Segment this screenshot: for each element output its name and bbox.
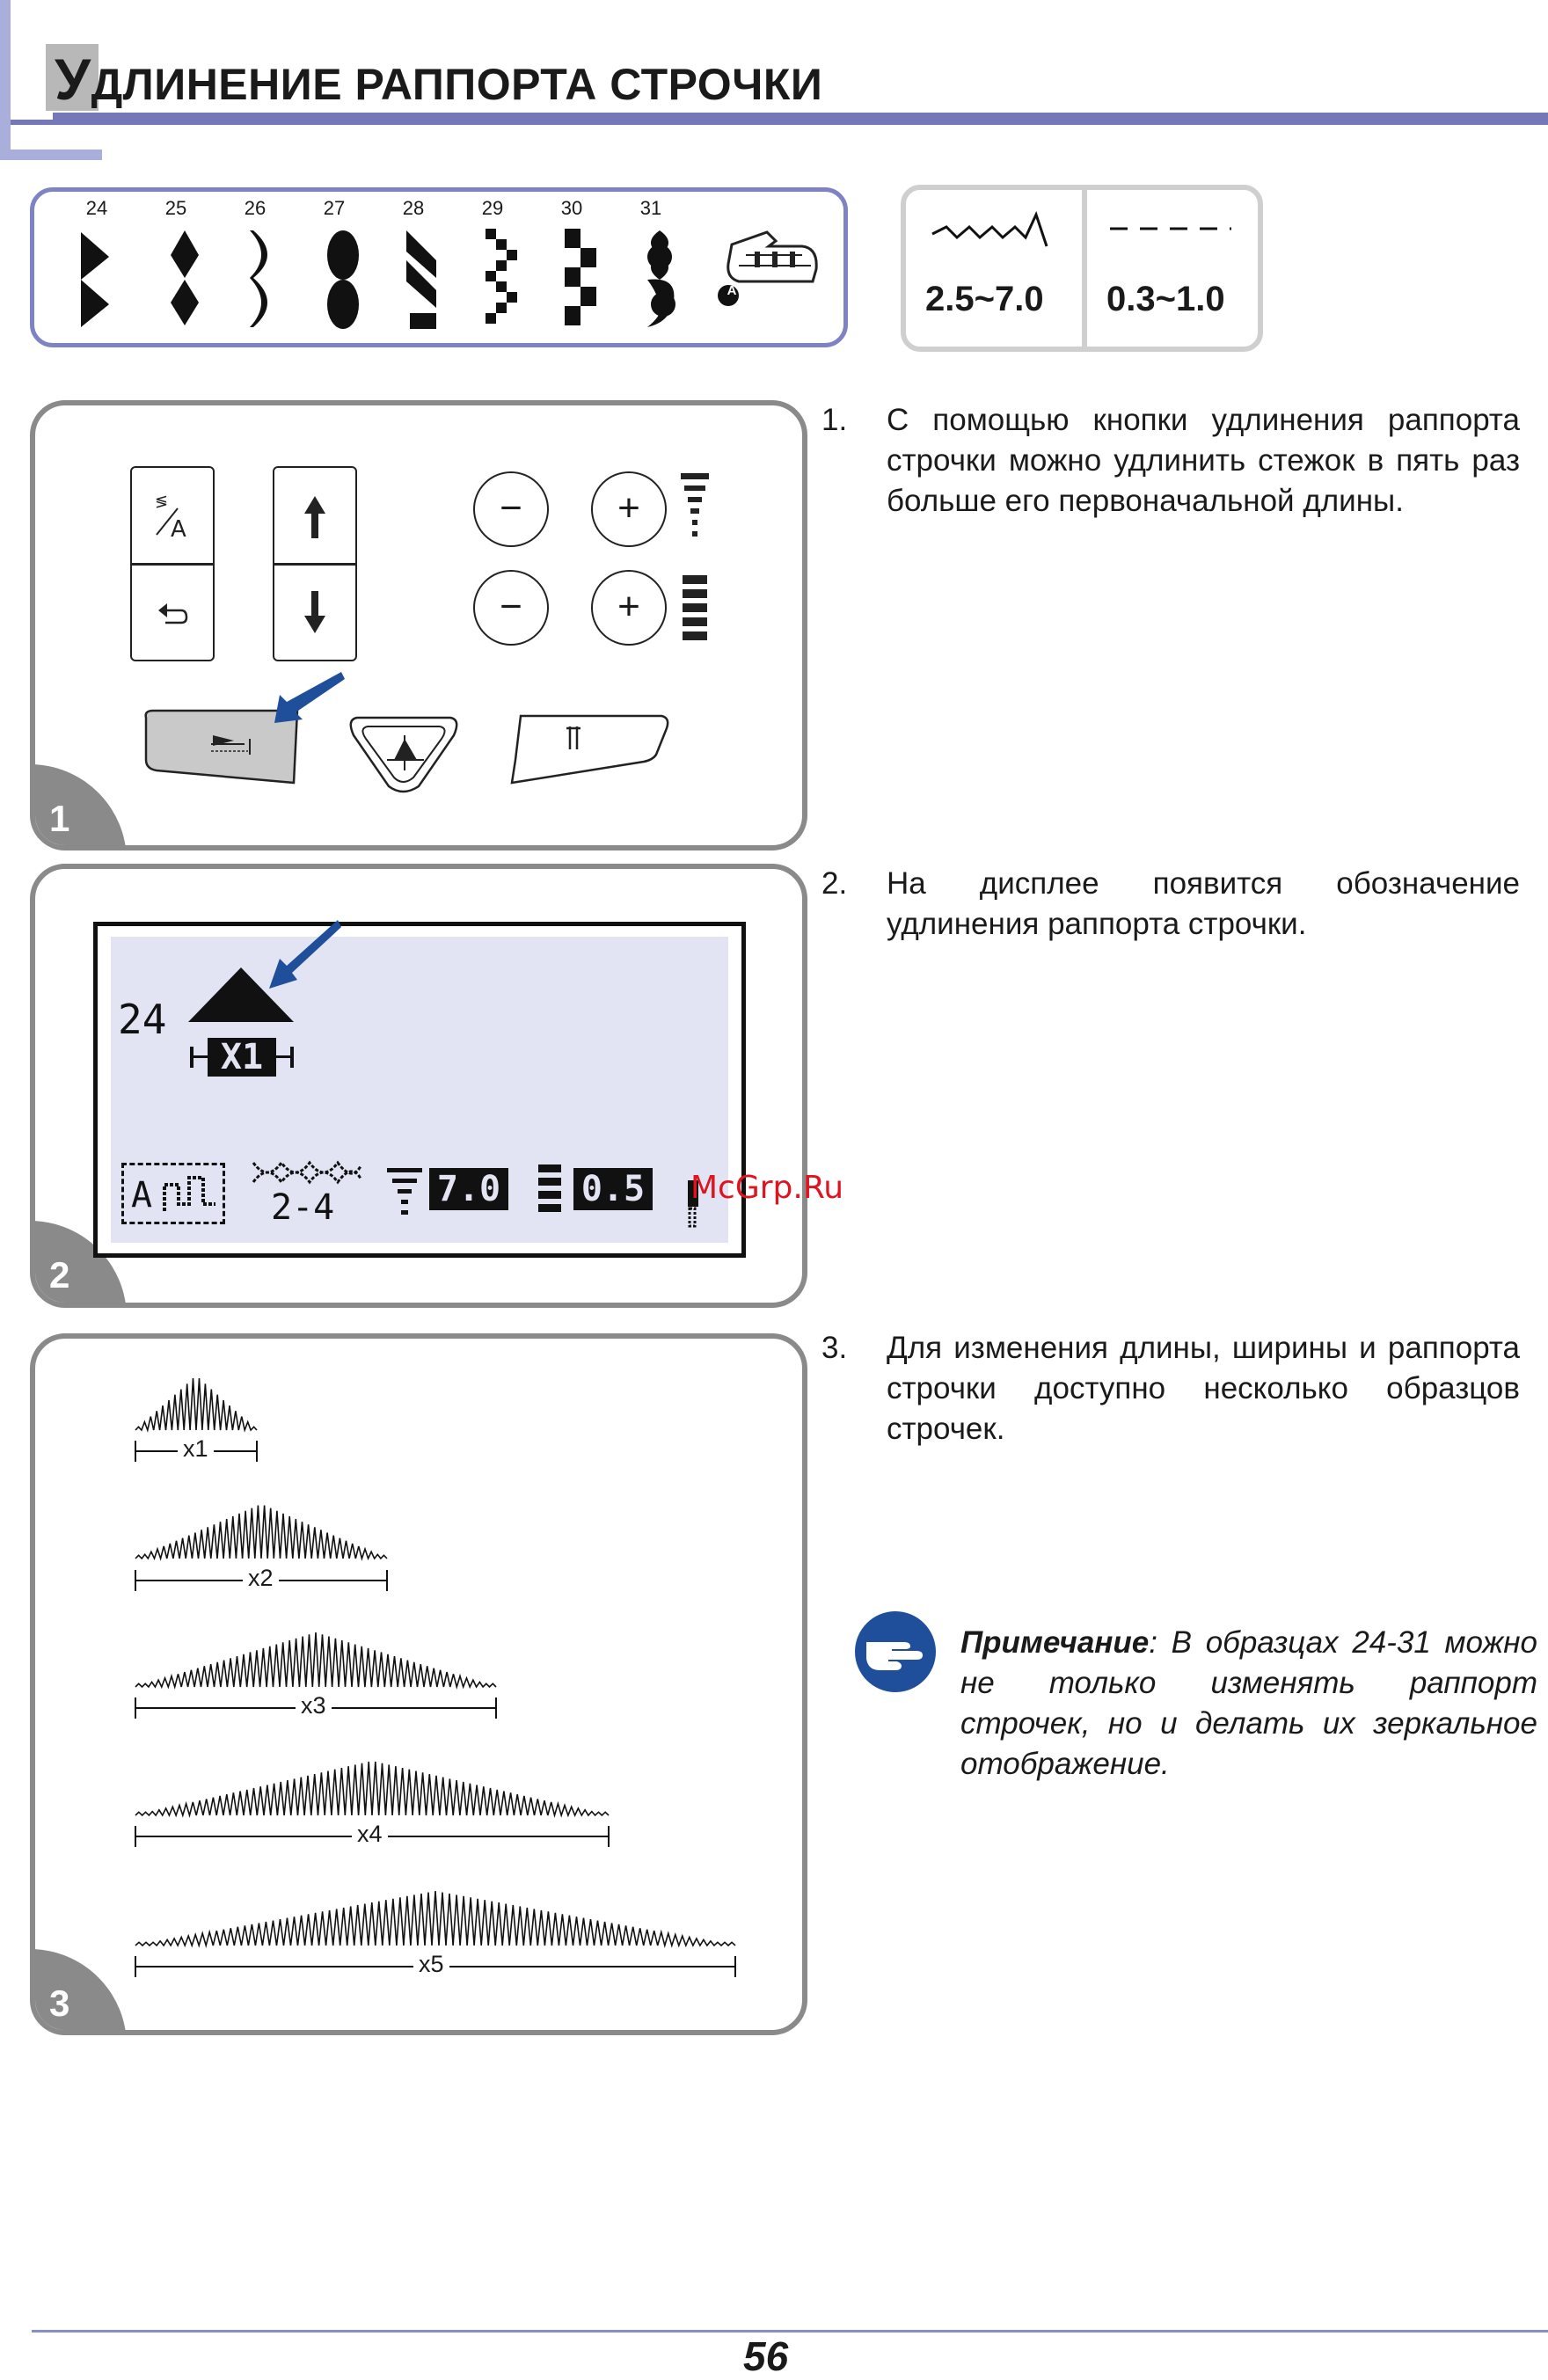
stitch-number: 29 (481, 197, 504, 219)
svg-text:≶: ≶ (155, 493, 169, 511)
sample-label-x2: x2 (243, 1565, 279, 1592)
length-plus-button[interactable]: + (591, 570, 667, 646)
arrow-down-icon (303, 589, 327, 635)
pointing-hand-icon (853, 1610, 939, 1696)
elongation-samples-illustration (132, 1363, 748, 1997)
lcd-elongation-indicator (190, 1036, 294, 1078)
twin-needle-button[interactable] (507, 711, 674, 788)
stitch-25-icon (171, 230, 199, 325)
sample-label-x3: x3 (296, 1692, 332, 1719)
stitch-number: 24 (85, 197, 108, 219)
length-minus-button[interactable]: − (473, 570, 549, 646)
panel-number: 1 (49, 798, 70, 839)
note-label: Примечание (960, 1625, 1150, 1660)
stitch-24-icon (81, 232, 109, 327)
stitch-length-indicator-icon (679, 573, 711, 642)
footer-rule (32, 2330, 1548, 2333)
lcd-stitch-type-icon (250, 1159, 364, 1186)
panel-number: 3 (49, 1982, 70, 2024)
auto-lock-button[interactable] (345, 709, 463, 797)
undo-icon (155, 595, 190, 630)
step-2-text: 2. На дисплее появится обозначение удлинения раппорта строчки. (821, 866, 1520, 941)
lcd-width-value: 7.0 (429, 1168, 508, 1210)
step-1-text: 1. С помощью кнопки удлинения раппорта строчки можно удлинить стежок в пять раз больше его первоначальной длины. (821, 403, 1520, 518)
step-3-text: 3. Для изменения длины, ширины и раппорта строчки доступно несколько образцов строчек. (821, 1331, 1520, 1446)
stitch-26-icon (250, 230, 267, 327)
arrow-up-icon (303, 494, 327, 540)
stitch-31-icon (647, 230, 675, 327)
stitch-length-icon (1106, 220, 1235, 237)
header-rule (53, 113, 1548, 125)
pointer-arrow-icon (267, 916, 341, 992)
stitch-width-icon (931, 211, 1054, 255)
watermark: McGrp.Ru (690, 1170, 844, 1206)
stitch-number: 25 (164, 197, 187, 219)
stitch-number: 31 (639, 197, 662, 219)
stitch-pattern-icons (70, 225, 704, 332)
stitch-number: 27 (323, 197, 346, 219)
stitch-width-value: 2.5~7.0 (925, 280, 1044, 318)
sample-label-x4: x4 (352, 1821, 388, 1848)
page-title: УДЛИНЕНИЕ РАППОРТА СТРОЧКИ (55, 47, 823, 112)
foot-label: A (727, 283, 737, 298)
presser-foot-icon (714, 227, 827, 311)
lcd-width-icon (385, 1166, 424, 1217)
lcd-pattern-number: 24 (118, 996, 167, 1043)
pointer-arrow-icon (274, 668, 345, 726)
note-text: Примечание: В образцах 24-31 можно не только изменять раппорт строчек, но и делать их зеркальное отображение. (960, 1625, 1537, 1781)
lcd-length-value: 0.5 (573, 1168, 653, 1210)
stitch-settings-box (901, 185, 1263, 352)
stitch-length-value: 0.3~1.0 (1106, 280, 1225, 318)
stitch-number: 30 (560, 197, 583, 219)
stitch-number: 26 (244, 197, 267, 219)
stitch-number: 28 (402, 197, 425, 219)
sample-label-x5: x5 (413, 1951, 449, 1978)
stitch-28-icon (406, 230, 436, 329)
stitch-width-indicator-icon (679, 471, 711, 542)
page-number: 56 (743, 2333, 789, 2379)
stitch-29-icon (486, 229, 517, 324)
stitch-27-icon (327, 230, 359, 329)
mirror-image-icon (151, 489, 195, 542)
panel-number: 2 (49, 1254, 70, 1296)
lcd-length-icon (537, 1163, 563, 1217)
stitch-30-icon (565, 229, 596, 325)
svg-text:A: A (171, 516, 186, 542)
sample-label-x1: x1 (178, 1435, 214, 1463)
lcd-foot-range: 2-4 (271, 1187, 335, 1228)
lcd-foot-indicator: A (121, 1163, 225, 1224)
lcd-multiplier: X1 (208, 1038, 276, 1077)
width-minus-button[interactable]: − (473, 471, 549, 547)
width-plus-button[interactable]: + (591, 471, 667, 547)
